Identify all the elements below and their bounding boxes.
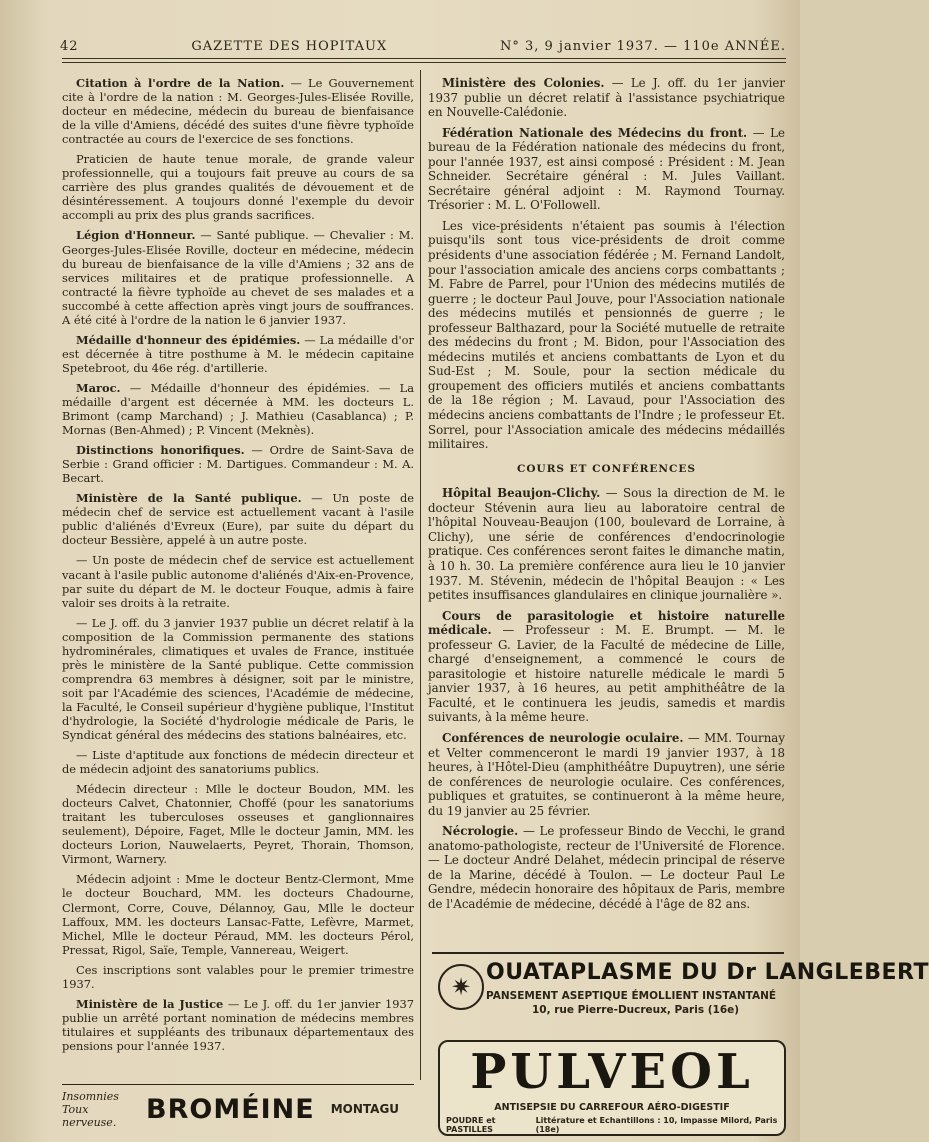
article-paragraph (428, 486, 785, 602)
right-bottom-articles (428, 486, 785, 911)
ad-address: 10, rue Pierre-Ducreux, Paris (16e) (532, 1004, 740, 1016)
page-header (60, 32, 786, 54)
article-text: — Le professeur Bindo de Vecchi, le grand anatomo-pathologiste, recteur de l'Université de Florence. — Le docteur André Delahet, médecin principal de réserve de la Marine, décédé à Toulon. — Le docteur Paul Le Gendre, médecin honoraire des hôpitaux de Paris, membre de l'Académie de médecine, décédé à l'âge de 82 ans. (428, 824, 785, 911)
page-number: 42 (60, 39, 79, 54)
issue-info: N° 3, 9 janvier 1937. — 110e ANNÉE. (499, 39, 786, 54)
article-text: — Le J. off. du 1er janvier 1937 publie un décret relatif à l'assistance psychiatrique en Nouvelle-Calédonie. (428, 76, 786, 120)
article-heading: Ministère des Colonies. (442, 76, 605, 90)
article-paragraph (62, 963, 414, 991)
article-paragraph (62, 333, 414, 375)
article-heading: Nécrologie. (442, 824, 519, 839)
article-paragraph (62, 748, 414, 776)
article-heading: Légion d'Honneur. (76, 228, 196, 243)
ad-subtitle: PANSEMENT ASEPTIQUE ÉMOLLIENT INSTANTANÉ (486, 990, 777, 1002)
article-heading: Fédération Nationale des Médecins du front. (442, 125, 748, 140)
article-paragraph (62, 381, 414, 437)
article-paragraph (62, 553, 414, 609)
article-text: Ces inscriptions sont valables pour le premier trimestre 1937. (62, 962, 414, 991)
article-heading: Conférences de neurologie oculaire. (442, 730, 684, 745)
ad-side-line-1: Insomnies (62, 1089, 119, 1103)
article-heading: Ministère de la Justice (76, 996, 224, 1011)
article-text: Médecin adjoint : Mme le docteur Bentz-Clermont, Mme le docteur Bouchard, MM. les docteurs Chadourne, Clermont, Corre, Couve, Délannoy, Gau, Mlle le docteur Laffoux, MM. les docteurs Lansac-Fatte, Lefèvre, Marmet, Michel, Mlle le docteur Péraud, MM. les docteurs Pérol, Pressat, Rigol, Saïe, Temple, Vannereau, Weigert. (62, 872, 414, 957)
article-text: — Le Gouvernement cite à l'ordre de la nation : M. Georges-Jules-Elisée Roville, docteur en médecine, médecin du bureau de bienfaisance de la ville d'Amiens, décédé des suites d'une fièvre typhoïde contractée au cours de l'exercice de ses fonctions. (62, 76, 414, 147)
article-heading: Cours de parasitologie et histoire naturelle médicale. (428, 608, 785, 638)
article-paragraph (62, 491, 414, 547)
article-text: — Un poste de médecin chef de service est actuellement vacant à l'asile public d'aliénés d'Evreux (Eure), par suite du départ du docteur Bessière, appelé à un autre poste. (62, 491, 414, 548)
article-paragraph (62, 152, 414, 222)
article-paragraph (428, 824, 785, 911)
article-paragraph (62, 76, 414, 146)
article-paragraph (428, 609, 785, 725)
article-text: — La médaille d'or est décernée à titre posthume à M. le médecin capitaine Spetebroot, du 46e rég. d'artillerie. (62, 332, 414, 375)
article-text: — Ordre de Saint-Sava de Serbie : Grand officier : M. Dartigues. Commandeur : M. A. Becart. (62, 443, 414, 486)
bromeine-ad (62, 1084, 414, 1133)
right-top-articles (428, 76, 785, 452)
article-paragraph (428, 731, 785, 818)
ad-footer-left: POUDRE et PASTILLES (446, 1116, 496, 1134)
article-paragraph (62, 997, 414, 1053)
journal-title: GAZETTE DES HOPITAUX (191, 39, 388, 54)
article-paragraph (62, 228, 414, 326)
left-column (62, 76, 414, 1059)
article-text: Médecin directeur : Mlle le docteur Boudon, MM. les docteurs Calvet, Chatonnier, Choffé (pour les sanatoriums traitant les tuberculoses osseuses et ganglionnaires seulement), Dépoire, Faget, Mlle le docteur Jamin, MM. les docteurs Lorion, Nauwelaerts, Peyret, Thorain, Thomson, Virmont, Warnery. (62, 782, 414, 867)
article-paragraph (428, 76, 785, 120)
ad-brand: MONTAGU (330, 1102, 400, 1116)
article-heading: Médaille d'honneur des épidémies. (76, 332, 301, 347)
ad-footer (446, 1116, 778, 1134)
ad-side-text (62, 1090, 142, 1129)
article-text: — Le J. off. du 1er janvier 1937 publie un arrêté portant nomination de médecins membres titulaires et suppléants des tribunaux départementaux des pensions pour l'année 1937. (62, 996, 414, 1053)
header-rule-2 (62, 62, 786, 63)
article-heading: Citation à l'ordre de la Nation. (76, 76, 285, 90)
article-paragraph (62, 443, 414, 485)
ad-footer-right: Littérature et Echantillons : 10, Impasse Milord, Paris (18e) (535, 1116, 778, 1134)
column-divider (420, 70, 421, 1080)
star-logo-icon: ✷ (438, 964, 484, 1010)
article-text: Les vice-présidents n'étaient pas soumis à l'élection puisqu'ils sont tous vice-présidents de droit comme présidents d'une association fédérée ; M. Fernand Landolt, pour l'association amicale des anciens corps combattants ; M. Fabre de Parrel, pour l'Union des médecins mutilés de guerre ; le docteur Paul Jouve, pour l'Association nationale des médecins mutilés et pensionnés de guerre ; le professeur Balthazard, pour la Société mutuelle de retraite des médecins du front ; M. Bidon, pour l'Association des médecins mutilés et anciens combattants de Lyon et du Sud-Est ; M. Soule, pour la section médicale du groupement des officiers mutilés et anciens combattants de la 18e région ; M. Lavaud, pour l'Association des médecins anciens combattants de l'Indre ; le professeur Et. Sorrel, pour l'Association amicale des médecins médaillés militaires. (428, 218, 785, 452)
ad-tagline: ANTISEPSIE DU CARREFOUR AÉRO-DIGESTIF (494, 1102, 730, 1113)
article-text: — Le J. off. du 3 janvier 1937 publie un décret relatif à la composition de la Commission permanente des stations hydrominérales, climatiques et uvales de France, instituée près le ministère de la Santé publique. Cette commission comprendra 63 membres à désigner, soit par le ministre, soit par l'Académie des sciences, l'Académie de médecine, la Faculté, le Conseil supérieur d'hygiène publique, l'Institut d'hydrologie, la Société d'hydrologie médicale de Paris, le Syndicat général des médecins des stations balnéaires, etc. (62, 615, 414, 743)
article-paragraph (428, 219, 785, 452)
article-paragraph (62, 616, 414, 742)
article-heading: Ministère de la Santé publique. (76, 491, 302, 506)
ad-name: BROMÉINE (146, 1093, 315, 1125)
article-text: — Santé publique. — Chevalier : M. Georges-Jules-Elisée Roville, docteur en médecine, médecin du bureau de bienfaisance de la ville d'Amiens ; 32 ans de services militaires et de pratique professionnelle. A contracté la fièvre typhoïde au chevet de ses malades et a succombé à cette affection après vingt jours de souffrances. A été cité à l'ordre de la nation le 6 janvier 1937. (62, 228, 414, 327)
article-text: — Le bureau de la Fédération nationale des médecins du front, pour l'année 1937, est ainsi composé : Président : M. Jean Schneider. Secrétaire général : M. Jules Vaillant. Secrétaire général adjoint : M. Raymond Tournay. Trésorier : M. L. O'Followell. (428, 125, 785, 213)
ad-title: OUATAPLASME DU Dr LANGLEBERT (486, 960, 929, 985)
right-column (428, 76, 785, 918)
section-title: COURS ET CONFÉRENCES (517, 462, 696, 475)
article-heading: Hôpital Beaujon-Clichy. (442, 486, 601, 501)
article-text: — Sous la direction de M. le docteur Stévenin aura lieu au laboratoire central de l'hôpital Nouveau-Beaujon (100, boulevard de Lorraine, à Clichy), une série de conférences d'endocrinologie pratique. Ces conférences seront faites le dimanche matin, à 10 h. 30. La première conférence aura lieu le 10 janvier 1937. M. Stévenin, médecin de l'hôpital Beaujon : « Les petites insuffisances glandulaires en clinique journalière ». (428, 486, 785, 603)
pulveol-ad (438, 1040, 786, 1136)
article-text: — Un poste de médecin chef de service est actuellement vacant à l'asile public autonome d'aliénés d'Aix-en-Provence, par suite du départ de M. le docteur Fouque, admis à faire valoir ses droits à la retraite. (62, 553, 414, 610)
ouataplasme-ad (432, 952, 929, 1032)
article-text: — Professeur : M. E. Brumpt. — M. le professeur G. Lavier, de la Faculté de médecine de Lille, chargé d'enseignement, a commencé le cours de parasitologie et histoire naturelle médicale le mardi 5 janvier 1937, à 16 heures, au petit amphithéâtre de la Faculté, et le continuera les jeudis, samedis et mardis suivants, à la même heure. (428, 623, 785, 725)
article-heading: Distinctions honorifiques. (76, 443, 245, 458)
article-paragraph (62, 782, 414, 866)
article-text: — Médaille d'honneur des épidémies. — La médaille d'argent est décernée à MM. les docteurs L. Brimont (camp Marchand) ; J. Mathieu (Casablanca) ; P. Mornas (Ben-Ahmed) ; P. Vincent (Meknès). (62, 380, 414, 438)
article-paragraph (62, 872, 414, 956)
article-paragraph (428, 126, 785, 213)
header-rule (62, 58, 786, 59)
article-heading: Maroc. (76, 380, 121, 395)
ad-name: PULVEOL (470, 1044, 754, 1100)
ad-side-line-2: Toux nerveuse. (62, 1102, 117, 1129)
article-text: — MM. Tournay et Velter commenceront le mardi 19 janvier 1937, à 18 heures, à l'Hôtel-Dieu (amphithéâtre Dupuytren), une série de conférences de neurologie oculaire. Ces conférences, publiques et gratuites, se continueront à la même heure, du 19 janvier au 25 février. (428, 730, 785, 818)
article-text: — Liste d'aptitude aux fonctions de médecin directeur et de médecin adjoint des sanatoriums publics. (62, 748, 414, 777)
article-text: Praticien de haute tenue morale, de grande valeur professionnelle, qui a toujours fait preuve au cours de sa carrière des plus grandes qualités de dévouement et de désintéressement. A toujours donné l'exemple du devoir accompli au prix des plus grands sacrifices. (62, 152, 414, 223)
